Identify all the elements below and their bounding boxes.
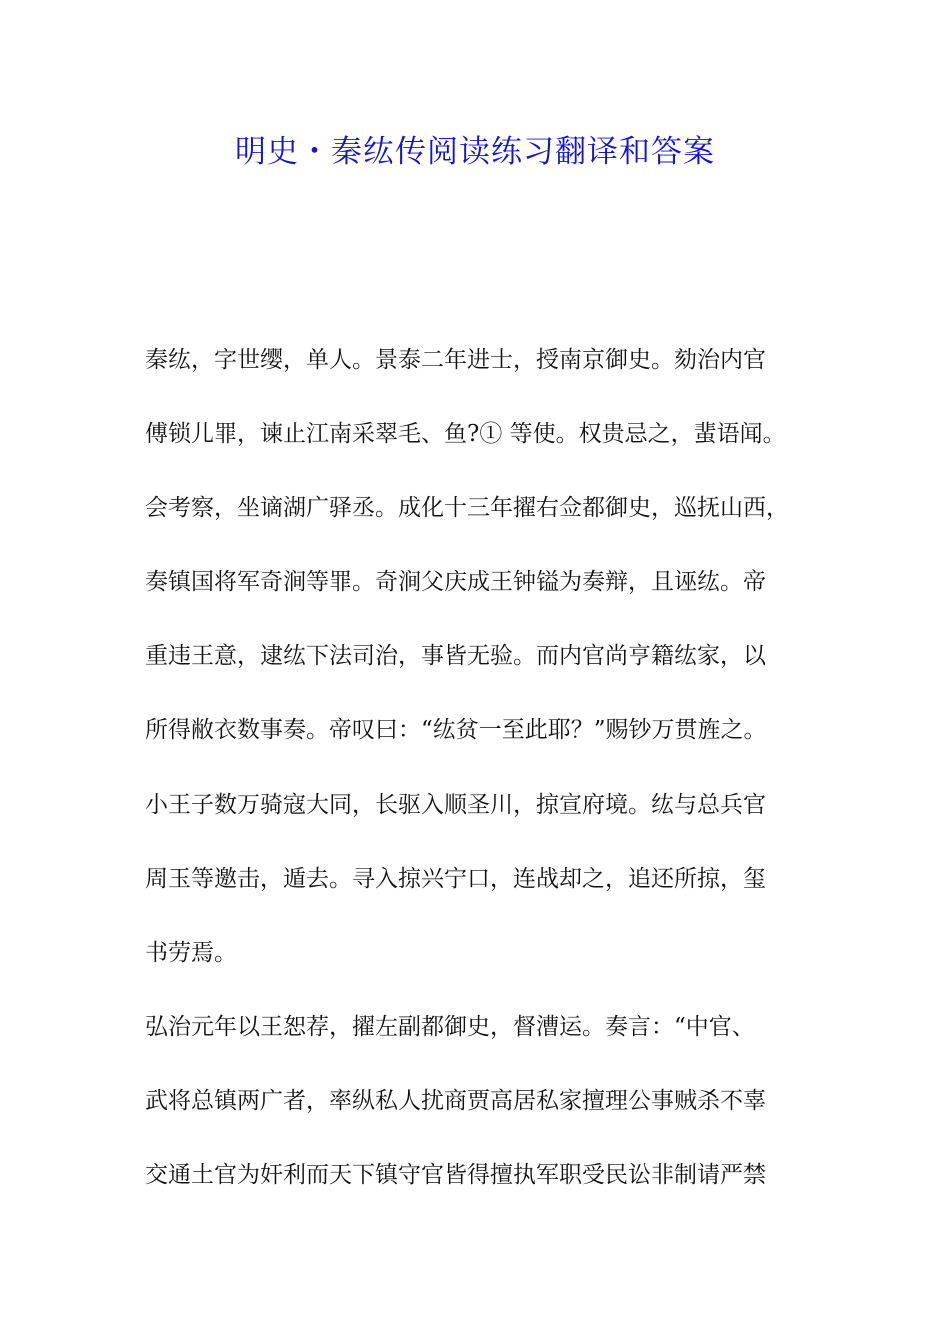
text-line: 会考察，坐谪湖广驿丞。成化十三年擢右佥都御史，巡抚山西， <box>145 495 789 521</box>
text-line: 所得敝衣数事奏。帝叹曰：“纮贫一至此耶？”赐钞万贯旌之。 <box>145 717 767 743</box>
text-line: 弘治元年以王恕荐，擢左副都御史，督漕运。奏言：“中官、 <box>145 1014 755 1040</box>
text-line: 奏镇国将军奇涧等罪。奇涧父庆成王钟镒为奏辩，且诬纮。帝 <box>145 569 766 595</box>
text-line: 周玉等邀击，遁去。寻入掠兴宁口，连战却之，追还所掠，玺 <box>145 866 766 892</box>
text-line: 傅锁儿罪，谏止江南采翠毛、鱼?① 等使。权贵忌之，蜚语闻。 <box>145 421 786 447</box>
document-title: 明史・秦纮传阅读练习翻译和答案 <box>235 134 715 170</box>
text-line: 武将总镇两广者，率纵私人扰商贾高居私家擅理公事贼杀不辜 <box>145 1088 766 1114</box>
text-line: 小王子数万骑寇大同，长驱入顺圣川，掠宣府境。纮与总兵官 <box>145 792 766 818</box>
text-line: 书劳焉。 <box>145 940 237 966</box>
text-line: 重违王意，逮纮下法司治，事皆无验。而内官尚亨籍纮家，以 <box>145 643 766 669</box>
text-line: 秦纮，字世缨，单人。景泰二年进士，授南京御史。劾治内官 <box>145 347 766 373</box>
text-line: 交通土官为奸利而天下镇守官皆得擅执军职受民讼非制请严禁 <box>145 1162 766 1188</box>
